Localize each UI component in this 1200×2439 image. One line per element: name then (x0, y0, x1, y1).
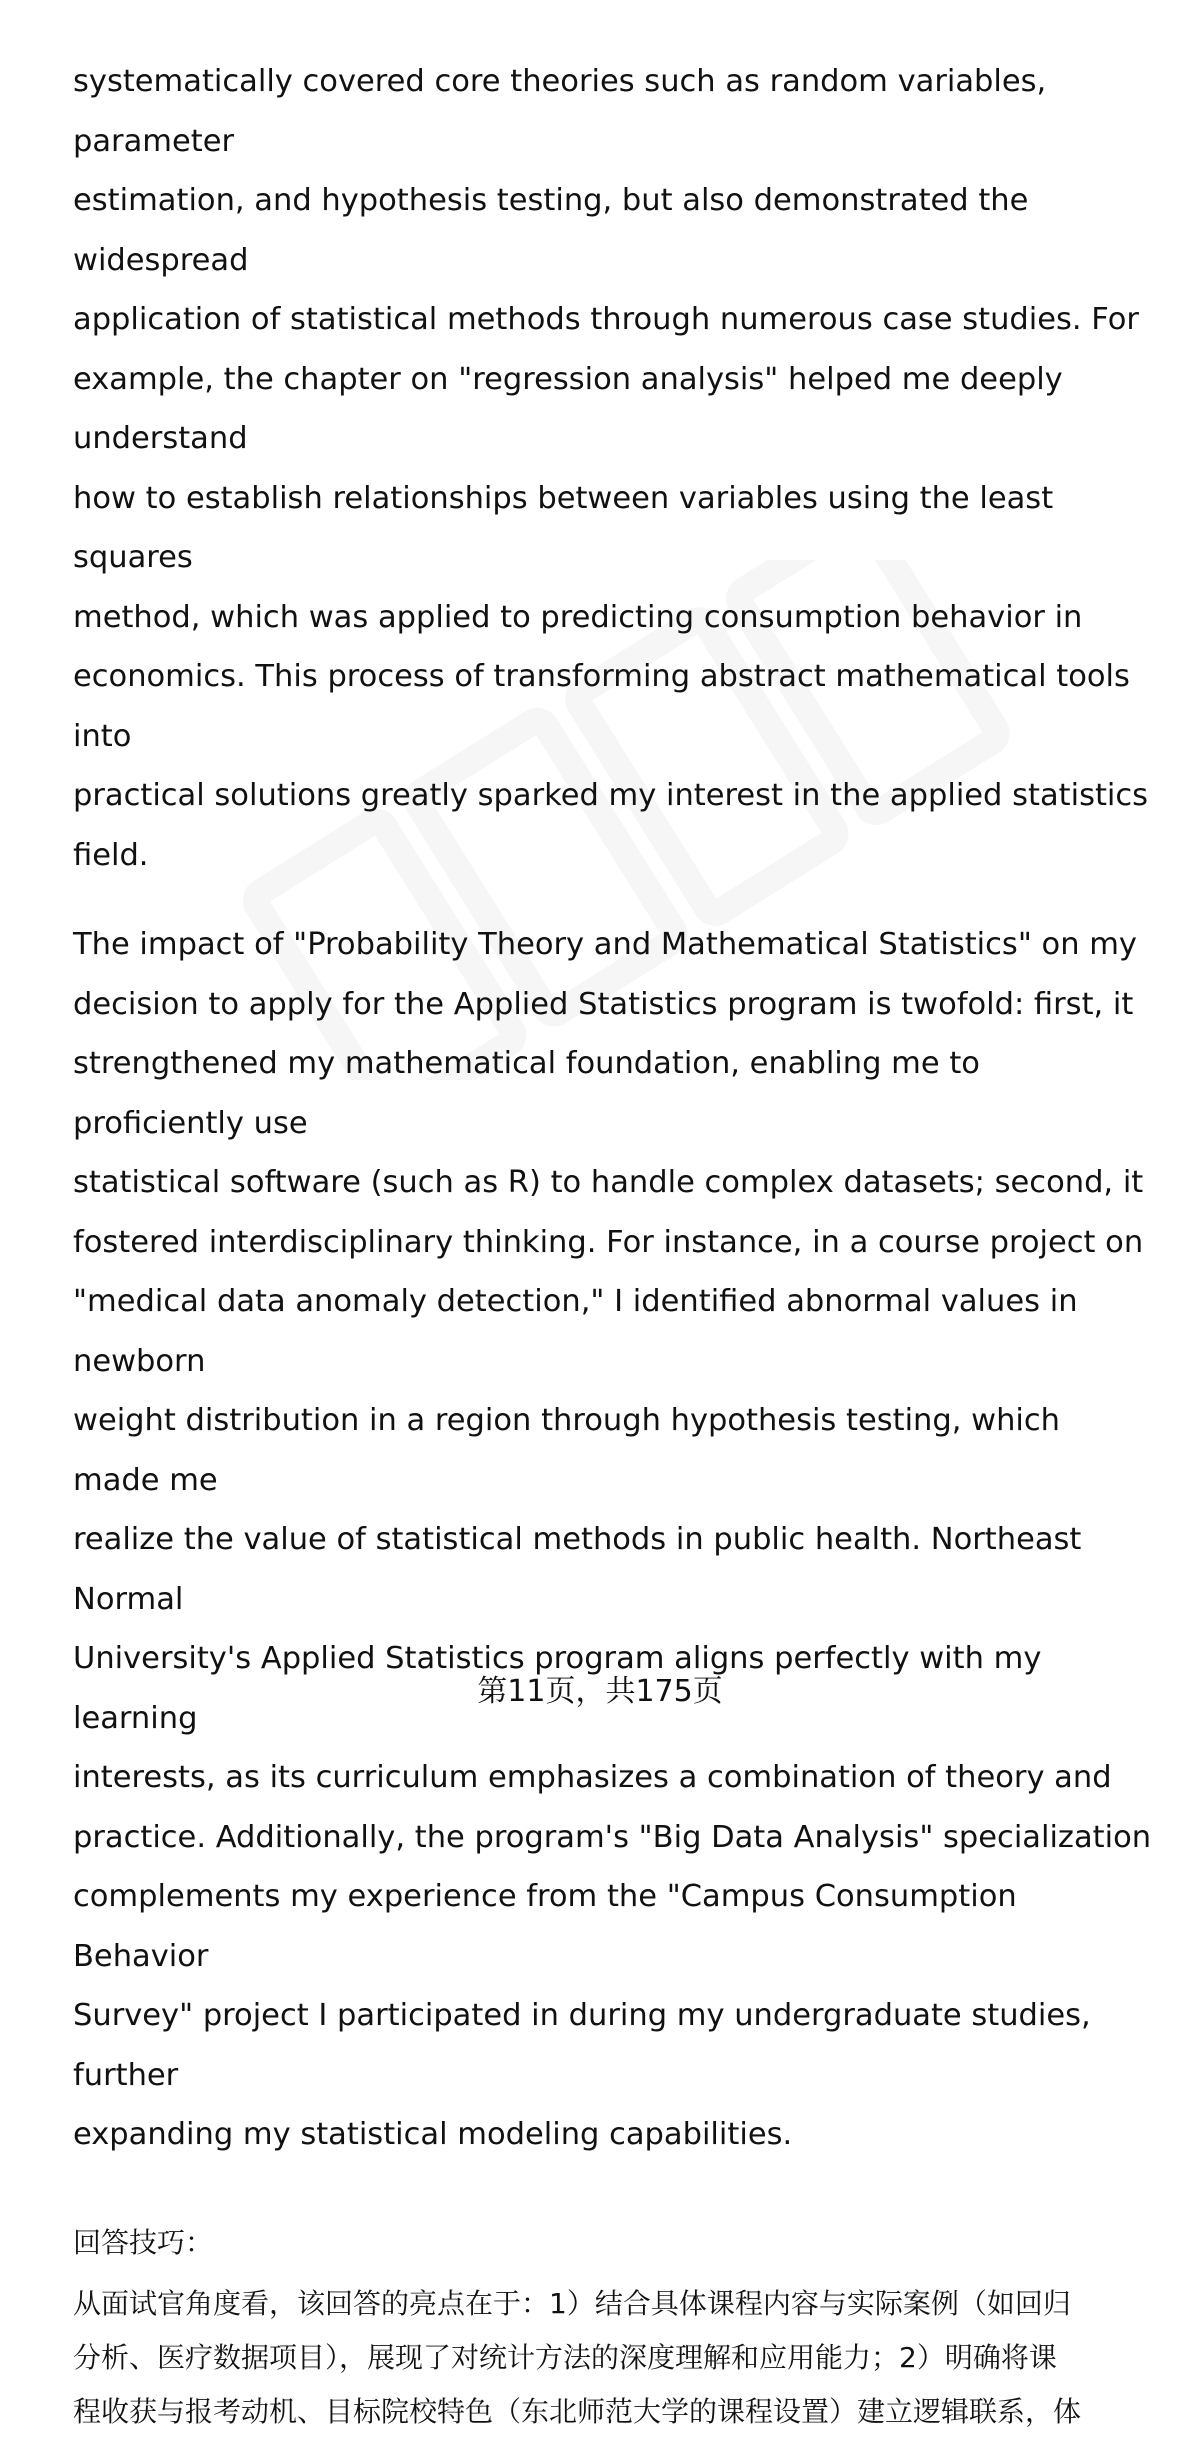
paragraph-2 (73, 915, 1153, 2165)
paragraph-line: Survey" project I participated in during my undergraduate studies, further (73, 1998, 1091, 2093)
paragraph-line: complements my experience from the "Campus Consumption Behavior (73, 1879, 1017, 1974)
paragraph-line: University's Applied Statistics program aligns perfectly with my learning (73, 1641, 1042, 1736)
main-content (73, 52, 1153, 2439)
paragraph-line: practice. Additionally, the program's "Big Data Analysis" specialization (73, 1819, 1152, 1855)
paragraph-line: expanding my statistical modeling capabilities. (73, 2117, 793, 2152)
paragraph-1 (73, 52, 1153, 885)
tips-body (73, 2277, 1153, 2439)
paragraph-line: method, which was applied to predicting consumption behavior in (73, 599, 1083, 635)
paragraph-line: how to establish relationships between variables using the least squares (73, 480, 1054, 575)
paragraph-line: weight distribution in a region through hypothesis testing, which made me (73, 1403, 1060, 1498)
paragraph-line: economics. This process of transforming abstract mathematical tools into (73, 659, 1130, 754)
paragraph-line: realize the value of statistical methods in public health. Northeast Normal (73, 1522, 1082, 1617)
tips-line: 从面试官角度看，该回答的亮点在于：1）结合具体课程内容与实际案例（如回归 (73, 2286, 1071, 2320)
paragraph-line: example, the chapter on "regression analysis" helped me deeply understand (73, 361, 1063, 456)
paragraph-line: "medical data anomaly detection," I identified abnormal values in newborn (73, 1284, 1078, 1379)
tips-heading: 回答技巧： (73, 2225, 214, 2259)
tips-line: 分析、医疗数据项目），展现了对统计方法的深度理解和应用能力；2）明确将课 (73, 2340, 1057, 2374)
paragraph-line: statistical software (such as R) to handle complex datasets; second, it (73, 1165, 1144, 1200)
paragraph-line: interests, as its curriculum emphasizes a combination of theory and (73, 1760, 1112, 1795)
paragraph-line: estimation, and hypothesis testing, but also demonstrated the widespread (73, 183, 1029, 278)
paragraph-line: systematically covered core theories such as random variables, parameter (73, 64, 1047, 159)
paragraph-line: fostered interdisciplinary thinking. For instance, in a course project on (73, 1224, 1144, 1260)
paragraph-line: The impact of "Probability Theory and Mathematical Statistics" on my (73, 927, 1137, 962)
paragraph-line: decision to apply for the Applied Statistics program is twofold: first, it (73, 986, 1134, 1022)
tips-line: 程收获与报考动机、目标院校特色（东北师范大学的课程设置）建立逻辑联系，体 (73, 2394, 1082, 2428)
paragraph-line: application of statistical methods through numerous case studies. For (73, 302, 1139, 337)
paragraph-line: strengthened my mathematical foundation, enabling me to proficiently use (73, 1046, 980, 1141)
page-number-footer: 第11页，共175页 (477, 1674, 723, 1709)
paragraph-line: practical solutions greatly sparked my interest in the applied statistics field. (73, 778, 1149, 873)
